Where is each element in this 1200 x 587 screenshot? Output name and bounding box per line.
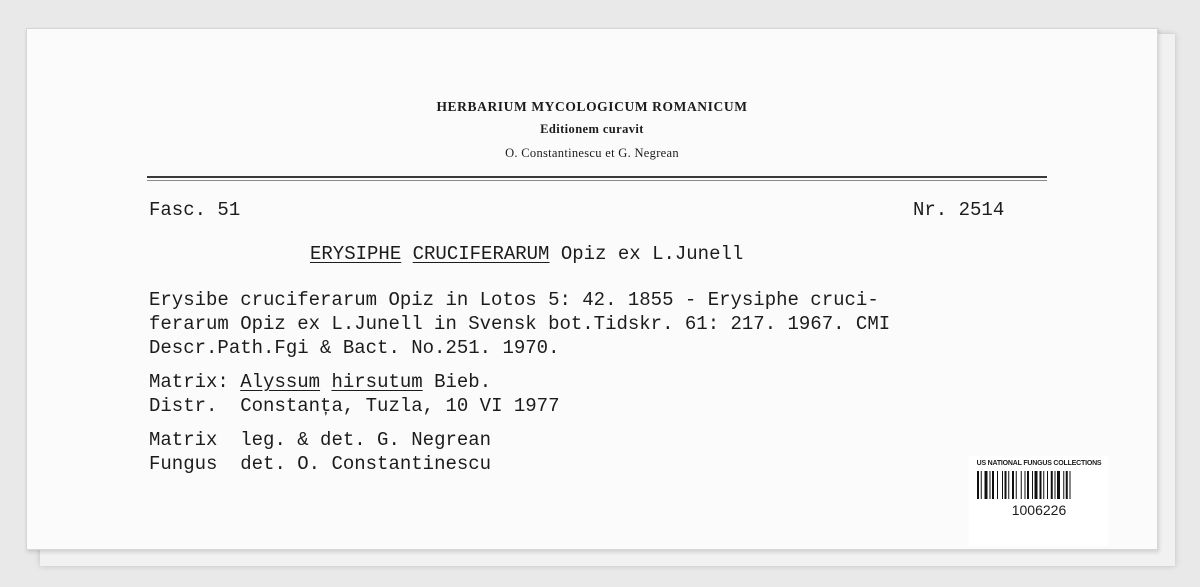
barcode-bar	[1055, 471, 1056, 499]
barcode-bar	[1021, 471, 1022, 499]
collector-label: Matrix	[149, 429, 218, 451]
citation-line-1: Erysibe cruciferarum Opiz in Lotos 5: 42. 1855 - Erysiphe cruci-	[149, 289, 879, 311]
barcode-bar	[981, 471, 982, 499]
header-rule	[147, 176, 1047, 178]
distribution-line	[149, 395, 560, 417]
label-title: HERBARIUM MYCOLOGICUM ROMANICUM	[436, 99, 748, 114]
barcode-bar	[1051, 471, 1053, 499]
barcode-bar	[1040, 471, 1042, 499]
barcode-bar	[1035, 471, 1038, 499]
taxon-genus: ERYSIPHE	[310, 243, 402, 265]
barcode-bar	[1005, 471, 1007, 499]
fungus-line	[149, 453, 491, 475]
taxon-name	[310, 243, 743, 265]
barcode-bar	[997, 471, 998, 499]
barcode-bar	[1057, 471, 1060, 499]
barcode-bar	[1016, 471, 1017, 499]
fascicle-number: Fasc. 51	[149, 199, 241, 221]
barcode-bar	[1008, 471, 1009, 499]
barcode-bar	[1063, 471, 1064, 499]
barcode-sticker	[969, 456, 1109, 546]
barcode-bar	[977, 471, 979, 499]
collector-value: leg. & det. G. Negrean	[240, 429, 492, 451]
collector-line	[149, 429, 491, 451]
distr-value: Constanța, Tuzla, 10 VI 1977	[240, 395, 560, 417]
fungus-label: Fungus	[149, 453, 218, 475]
matrix-label: Matrix:	[149, 371, 229, 393]
barcode-number: 1006226	[1011, 502, 1067, 518]
barcode-bar	[1032, 471, 1033, 499]
barcode-title: US NATIONAL FUNGUS COLLECTIONS	[976, 460, 1102, 467]
label-editors: O. Constantinescu et G. Negrean	[505, 146, 679, 160]
barcode-bar	[992, 471, 994, 499]
barcode-bar	[1012, 471, 1014, 499]
fungus-value: det. O. Constantinescu	[240, 453, 492, 475]
taxon-author: Opiz ex L.Junell	[560, 243, 744, 265]
barcode-bar	[1043, 471, 1044, 499]
header-rule-thin	[147, 180, 1047, 181]
label-subtitle: Editionem curavit	[540, 122, 644, 136]
barcode-bar	[1047, 471, 1048, 499]
taxon-species: CRUCIFERARUM	[412, 243, 550, 265]
barcode-bar	[1027, 471, 1029, 499]
exsiccata-number: Nr. 2514	[913, 199, 1005, 221]
barcode-bar	[1066, 471, 1068, 499]
citation-line-2: ferarum Opiz ex L.Junell in Svensk bot.Tidskr. 61: 217. 1967. CMI	[149, 313, 891, 335]
host-species: hirsutum	[331, 371, 423, 393]
barcode-bar	[990, 471, 991, 499]
barcode-bar	[1070, 471, 1071, 499]
citation-line-3: Descr.Path.Fgi & Bact. No.251. 1970.	[149, 337, 560, 359]
distr-label: Distr.	[149, 395, 218, 417]
barcode-bar	[985, 471, 988, 499]
matrix-line	[149, 371, 491, 393]
barcode-bars	[977, 471, 1101, 499]
host-author: Bieb.	[434, 371, 492, 393]
barcode-bar	[1025, 471, 1026, 499]
barcode-bar	[1002, 471, 1003, 499]
host-genus: Alyssum	[240, 371, 321, 393]
herbarium-label	[26, 28, 1158, 550]
